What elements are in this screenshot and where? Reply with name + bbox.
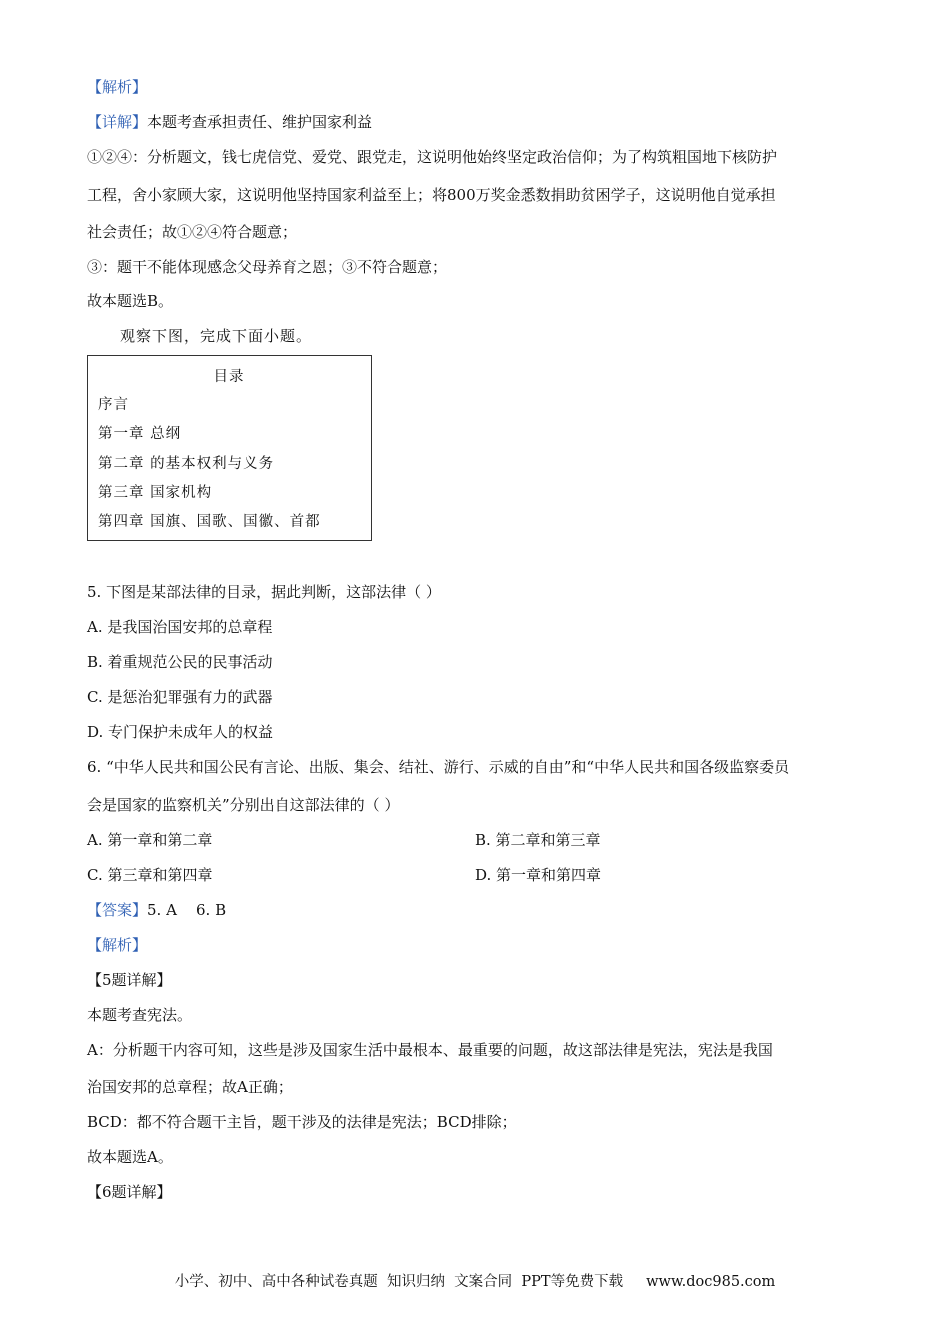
q5-option-c: C. 是惩治犯罪强有力的武器 [87, 688, 273, 706]
q6-option-b: B. 第二章和第三章 [475, 831, 601, 849]
q5-option-a: A. 是我国治国安邦的总章程 [87, 618, 273, 636]
analysis-label: 【解析】 [87, 936, 148, 954]
q5-option-b: B. 着重规范公民的民事活动 [87, 653, 273, 671]
analysis-line-3: ③：题干不能体现感念父母养育之恩；③不符合题意； [87, 258, 448, 276]
analysis-paragraph-line-3: 社会责任；故①②④符合题意； [87, 223, 298, 241]
detail-label: 【详解】 [87, 113, 148, 131]
q5-detail-bcd: BCD：都不符合题干主旨，题干涉及的法律是宪法；BCD排除； [87, 1113, 517, 1131]
q5-detail-a-line-1: A：分析题干内容可知，这些是涉及国家生活中最根本、最重要的问题，故这部法律是宪法，宪法是我国 [87, 1041, 773, 1059]
q5-stem: 5. 下图是某部法律的目录，据此判断，这部法律（ ） [87, 583, 441, 601]
detail-text: 本题考查承担责任、维护国家利益 [147, 113, 373, 131]
analysis-paragraph-line-2: 工程，舍小家顾大家，这说明他坚持国家利益至上；将800万奖金悉数捐助贫困学子，这说明他自觉承担 [87, 186, 776, 204]
q6-detail-label: 【6题详解】 [87, 1183, 172, 1201]
analysis-conclusion: 故本题选B。 [87, 292, 174, 310]
q5-option-d: D. 专门保护未成年人的权益 [87, 723, 274, 741]
toc-item: 序言 [98, 397, 129, 413]
toc-item: 第一章 总纲 [98, 426, 182, 442]
q6-option-a: A. 第一章和第二章 [87, 831, 213, 849]
instruction-text: 观察下图，完成下面小题。 [120, 327, 313, 345]
q6-stem-line-2: 会是国家的监察机关”分别出自这部法律的（ ） [87, 796, 400, 814]
toc-item: 第二章 的基本权利与义务 [98, 456, 275, 472]
answer-line [87, 900, 226, 920]
toc-item: 第三章 国家机构 [98, 485, 213, 501]
toc-title: 目录 [213, 369, 245, 385]
q6-stem-line-1: 6. “中华人民共和国公民有言论、出版、集会、结社、游行、示威的自由”和“中华人民共和国各级监察委员 [87, 758, 790, 776]
detail-line [87, 112, 372, 132]
page-footer: 小学、初中、高中各种试卷真题 知识归纳 文案合同 PPT等免费下载 www.doc985.com [174, 1274, 776, 1290]
q6-option-c: C. 第三章和第四章 [87, 866, 213, 884]
analysis-paragraph-line-1: ①②④：分析题文，钱七虎信党、爱党、跟党走，这说明他始终坚定政治信仰；为了构筑粗国地下核防护 [87, 148, 778, 166]
analysis-label: 【解析】 [87, 78, 148, 96]
q6-option-d: D. 第一章和第四章 [475, 866, 602, 884]
q5-detail-a-line-2: 治国安邦的总章程；故A正确； [87, 1078, 293, 1096]
q5-detail-label: 【5题详解】 [87, 971, 172, 989]
answer-label: 【答案】 [87, 901, 148, 919]
toc-item: 第四章 国旗、国歌、国徽、首都 [98, 514, 321, 530]
table-of-contents-figure [87, 355, 372, 541]
answer-text: 5. A 6. B [147, 901, 227, 919]
q5-detail-intro: 本题考查宪法。 [87, 1006, 193, 1024]
q5-detail-conclusion: 故本题选A。 [87, 1148, 173, 1166]
